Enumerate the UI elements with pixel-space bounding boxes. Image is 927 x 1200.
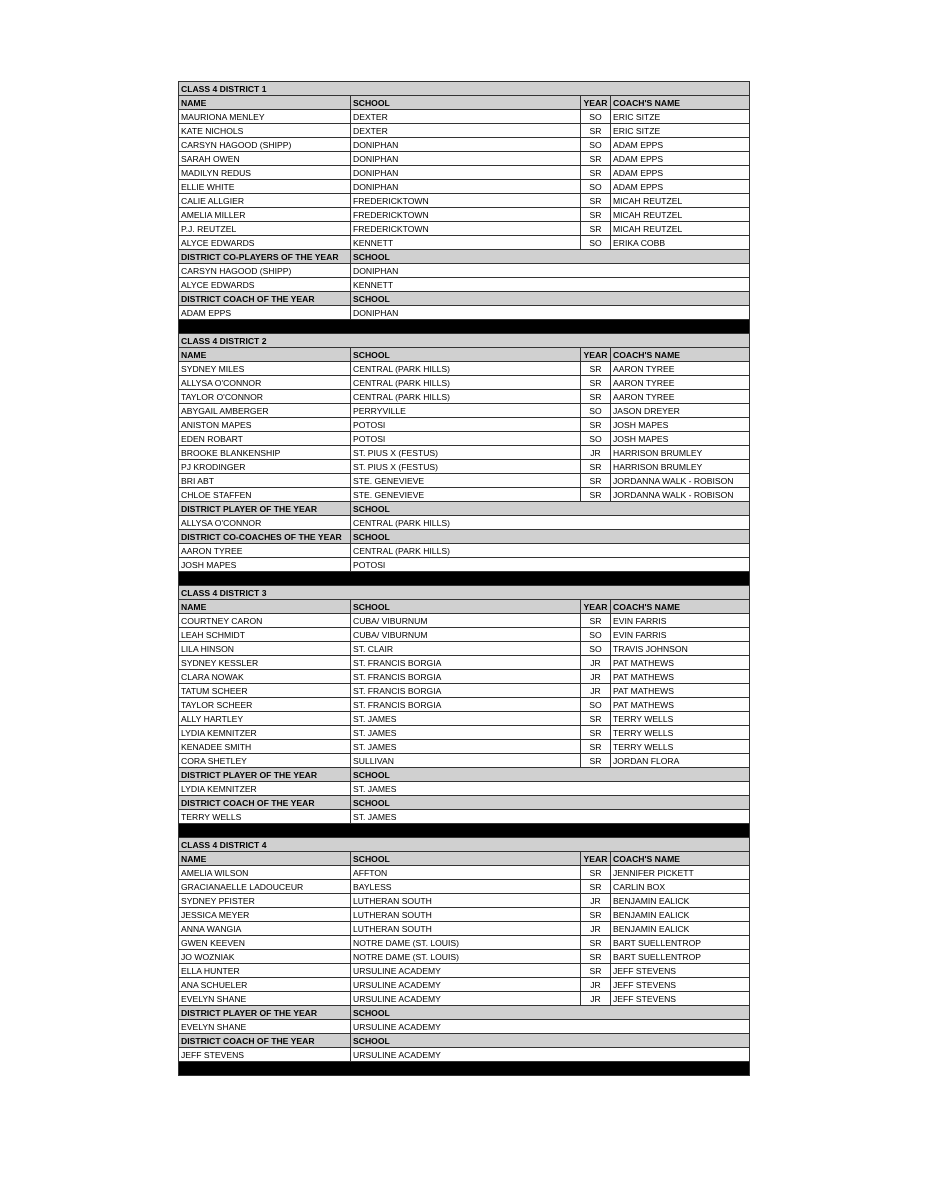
player-name: P.J. REUTZEL — [179, 222, 351, 236]
player-year: JR — [581, 684, 611, 698]
player-year: SR — [581, 418, 611, 432]
player-school: ST. PIUS X (FESTUS) — [351, 460, 581, 474]
player-row — [179, 376, 750, 390]
player-name: LEAH SCHMIDT — [179, 628, 351, 642]
player-year: SR — [581, 152, 611, 166]
award-recipient: JEFF STEVENS — [179, 1048, 351, 1062]
player-name: ALLY HARTLEY — [179, 712, 351, 726]
player-row — [179, 740, 750, 754]
player-coach: JEFF STEVENS — [611, 978, 750, 992]
name-column-header: NAME — [179, 600, 351, 614]
player-school: LUTHERAN SOUTH — [351, 908, 581, 922]
player-coach: ERIC SITZE — [611, 124, 750, 138]
school-column-header: SCHOOL — [351, 852, 581, 866]
year-column-header: YEAR — [581, 600, 611, 614]
award-header-row — [179, 768, 750, 782]
player-year: SR — [581, 908, 611, 922]
player-row — [179, 950, 750, 964]
player-year: SR — [581, 880, 611, 894]
player-row — [179, 152, 750, 166]
player-year: SR — [581, 376, 611, 390]
award-row — [179, 544, 750, 558]
player-coach: JORDAN FLORA — [611, 754, 750, 768]
player-year: SR — [581, 740, 611, 754]
player-school: POTOSI — [351, 418, 581, 432]
player-year: SR — [581, 866, 611, 880]
award-label: DISTRICT PLAYER OF THE YEAR — [179, 768, 351, 782]
player-year: SR — [581, 936, 611, 950]
player-coach: MICAH REUTZEL — [611, 194, 750, 208]
player-row — [179, 166, 750, 180]
player-year: SO — [581, 642, 611, 656]
player-row — [179, 894, 750, 908]
player-year: SR — [581, 712, 611, 726]
district-title: CLASS 4 DISTRICT 3 — [179, 586, 750, 600]
player-school: ST. JAMES — [351, 726, 581, 740]
player-school: CENTRAL (PARK HILLS) — [351, 376, 581, 390]
year-column-header: YEAR — [581, 348, 611, 362]
player-row — [179, 180, 750, 194]
player-name: KENADEE SMITH — [179, 740, 351, 754]
player-row — [179, 474, 750, 488]
player-row — [179, 124, 750, 138]
player-row — [179, 432, 750, 446]
player-coach: TRAVIS JOHNSON — [611, 642, 750, 656]
player-year: SR — [581, 726, 611, 740]
player-school: ST. CLAIR — [351, 642, 581, 656]
player-school: KENNETT — [351, 236, 581, 250]
award-recipient-school: DONIPHAN — [351, 306, 750, 320]
player-name: SYDNEY MILES — [179, 362, 351, 376]
award-label: DISTRICT PLAYER OF THE YEAR — [179, 1006, 351, 1020]
player-name: GRACIANAELLE LADOUCEUR — [179, 880, 351, 894]
player-name: EDEN ROBART — [179, 432, 351, 446]
award-recipient-school: ST. JAMES — [351, 782, 750, 796]
player-year: SR — [581, 194, 611, 208]
player-year: SO — [581, 404, 611, 418]
player-name: SYDNEY PFISTER — [179, 894, 351, 908]
column-header-row — [179, 348, 750, 362]
player-school: CUBA/ VIBURNUM — [351, 614, 581, 628]
player-name: CALIE ALLGIER — [179, 194, 351, 208]
player-school: PERRYVILLE — [351, 404, 581, 418]
separator-bar — [179, 320, 750, 334]
player-row — [179, 614, 750, 628]
district-title: CLASS 4 DISTRICT 1 — [179, 82, 750, 96]
award-header-row — [179, 530, 750, 544]
player-coach: ERIC SITZE — [611, 110, 750, 124]
player-year: SR — [581, 614, 611, 628]
player-year: JR — [581, 894, 611, 908]
player-school: ST. FRANCIS BORGIA — [351, 698, 581, 712]
player-row — [179, 138, 750, 152]
award-school-header: SCHOOL — [351, 292, 750, 306]
name-column-header: NAME — [179, 96, 351, 110]
award-recipient-school: KENNETT — [351, 278, 750, 292]
player-year: SO — [581, 698, 611, 712]
award-label: DISTRICT COACH OF THE YEAR — [179, 292, 351, 306]
player-year: SR — [581, 488, 611, 502]
year-column-header: YEAR — [581, 852, 611, 866]
player-name: ANISTON MAPES — [179, 418, 351, 432]
player-coach: PAT MATHEWS — [611, 684, 750, 698]
player-name: ELLA HUNTER — [179, 964, 351, 978]
award-header-row — [179, 502, 750, 516]
player-school: FREDERICKTOWN — [351, 194, 581, 208]
player-coach: JEFF STEVENS — [611, 964, 750, 978]
award-header-row — [179, 1034, 750, 1048]
player-coach: PAT MATHEWS — [611, 670, 750, 684]
player-name: ALYCE EDWARDS — [179, 236, 351, 250]
player-name: ANNA WANGIA — [179, 922, 351, 936]
award-school-header: SCHOOL — [351, 502, 750, 516]
player-row — [179, 404, 750, 418]
player-school: LUTHERAN SOUTH — [351, 922, 581, 936]
player-school: ST. FRANCIS BORGIA — [351, 670, 581, 684]
award-label: DISTRICT CO-PLAYERS OF THE YEAR — [179, 250, 351, 264]
player-coach: ADAM EPPS — [611, 180, 750, 194]
player-school: CENTRAL (PARK HILLS) — [351, 362, 581, 376]
award-row — [179, 782, 750, 796]
player-school: URSULINE ACADEMY — [351, 964, 581, 978]
award-recipient-school: URSULINE ACADEMY — [351, 1048, 750, 1062]
player-row — [179, 908, 750, 922]
player-name: CHLOE STAFFEN — [179, 488, 351, 502]
player-name: MAURIONA MENLEY — [179, 110, 351, 124]
player-row — [179, 110, 750, 124]
player-year: SR — [581, 950, 611, 964]
player-school: ST. JAMES — [351, 712, 581, 726]
player-school: FREDERICKTOWN — [351, 208, 581, 222]
player-school: BAYLESS — [351, 880, 581, 894]
player-coach: AARON TYREE — [611, 376, 750, 390]
award-row — [179, 1020, 750, 1034]
player-year: SO — [581, 180, 611, 194]
player-name: SYDNEY KESSLER — [179, 656, 351, 670]
player-school: DONIPHAN — [351, 166, 581, 180]
player-school: DONIPHAN — [351, 152, 581, 166]
column-header-row — [179, 96, 750, 110]
player-coach: CARLIN BOX — [611, 880, 750, 894]
award-school-header: SCHOOL — [351, 768, 750, 782]
award-school-header: SCHOOL — [351, 250, 750, 264]
award-label: DISTRICT COACH OF THE YEAR — [179, 1034, 351, 1048]
award-recipient: ALLYSA O'CONNOR — [179, 516, 351, 530]
player-school: DONIPHAN — [351, 138, 581, 152]
player-school: SULLIVAN — [351, 754, 581, 768]
award-recipient: ADAM EPPS — [179, 306, 351, 320]
player-coach: HARRISON BRUMLEY — [611, 446, 750, 460]
player-year: SR — [581, 460, 611, 474]
player-coach: MICAH REUTZEL — [611, 222, 750, 236]
award-recipient-school: DONIPHAN — [351, 264, 750, 278]
player-year: SR — [581, 474, 611, 488]
player-name: JESSICA MEYER — [179, 908, 351, 922]
player-name: COURTNEY CARON — [179, 614, 351, 628]
player-school: ST. FRANCIS BORGIA — [351, 656, 581, 670]
player-year: JR — [581, 656, 611, 670]
coach-column-header: COACH'S NAME — [611, 96, 750, 110]
district-title-row — [179, 586, 750, 600]
player-row — [179, 992, 750, 1006]
coach-column-header: COACH'S NAME — [611, 600, 750, 614]
player-school: DEXTER — [351, 110, 581, 124]
player-coach: BENJAMIN EALICK — [611, 922, 750, 936]
player-coach: BART SUELLENTROP — [611, 936, 750, 950]
separator-bar — [179, 1062, 750, 1076]
district-separator — [179, 572, 750, 586]
player-coach: TERRY WELLS — [611, 712, 750, 726]
player-school: ST. JAMES — [351, 740, 581, 754]
player-coach: EVIN FARRIS — [611, 628, 750, 642]
player-row — [179, 362, 750, 376]
district-separator — [179, 824, 750, 838]
player-row — [179, 936, 750, 950]
player-name: BROOKE BLANKENSHIP — [179, 446, 351, 460]
award-label: DISTRICT COACH OF THE YEAR — [179, 796, 351, 810]
player-name: CARSYN HAGOOD (SHIPP) — [179, 138, 351, 152]
player-coach: BENJAMIN EALICK — [611, 894, 750, 908]
player-coach: HARRISON BRUMLEY — [611, 460, 750, 474]
player-coach: PAT MATHEWS — [611, 656, 750, 670]
player-row — [179, 726, 750, 740]
player-year: SR — [581, 362, 611, 376]
district-title-row — [179, 82, 750, 96]
player-row — [179, 446, 750, 460]
player-row — [179, 880, 750, 894]
player-school: URSULINE ACADEMY — [351, 992, 581, 1006]
district-separator — [179, 320, 750, 334]
player-year: SR — [581, 222, 611, 236]
award-row — [179, 1048, 750, 1062]
player-row — [179, 684, 750, 698]
award-recipient: AARON TYREE — [179, 544, 351, 558]
player-year: SO — [581, 432, 611, 446]
player-year: JR — [581, 670, 611, 684]
player-school: CUBA/ VIBURNUM — [351, 628, 581, 642]
award-recipient: ALYCE EDWARDS — [179, 278, 351, 292]
award-header-row — [179, 250, 750, 264]
award-recipient-school: URSULINE ACADEMY — [351, 1020, 750, 1034]
player-coach: AARON TYREE — [611, 362, 750, 376]
district-title: CLASS 4 DISTRICT 2 — [179, 334, 750, 348]
player-school: URSULINE ACADEMY — [351, 978, 581, 992]
district-separator — [179, 1062, 750, 1076]
player-row — [179, 222, 750, 236]
player-row — [179, 390, 750, 404]
award-recipient: TERRY WELLS — [179, 810, 351, 824]
award-school-header: SCHOOL — [351, 1034, 750, 1048]
player-coach: JENNIFER PICKETT — [611, 866, 750, 880]
award-label: DISTRICT PLAYER OF THE YEAR — [179, 502, 351, 516]
player-coach: TERRY WELLS — [611, 726, 750, 740]
player-row — [179, 656, 750, 670]
player-year: SR — [581, 390, 611, 404]
player-row — [179, 208, 750, 222]
player-school: DEXTER — [351, 124, 581, 138]
player-year: JR — [581, 978, 611, 992]
player-school: ST. PIUS X (FESTUS) — [351, 446, 581, 460]
award-header-row — [179, 1006, 750, 1020]
player-name: ABYGAIL AMBERGER — [179, 404, 351, 418]
school-column-header: SCHOOL — [351, 348, 581, 362]
player-coach: JORDANNA WALK - ROBISON — [611, 474, 750, 488]
player-row — [179, 712, 750, 726]
player-coach: BENJAMIN EALICK — [611, 908, 750, 922]
player-name: TAYLOR O'CONNOR — [179, 390, 351, 404]
player-name: LYDIA KEMNITZER — [179, 726, 351, 740]
award-school-header: SCHOOL — [351, 1006, 750, 1020]
player-name: TAYLOR SCHEER — [179, 698, 351, 712]
player-row — [179, 698, 750, 712]
award-row — [179, 516, 750, 530]
player-year: SR — [581, 964, 611, 978]
player-row — [179, 670, 750, 684]
school-column-header: SCHOOL — [351, 96, 581, 110]
award-row — [179, 306, 750, 320]
player-year: JR — [581, 922, 611, 936]
all-district-table — [178, 81, 750, 1076]
player-name: BRI ABT — [179, 474, 351, 488]
player-school: CENTRAL (PARK HILLS) — [351, 390, 581, 404]
player-row — [179, 754, 750, 768]
player-year: JR — [581, 992, 611, 1006]
player-name: SARAH OWEN — [179, 152, 351, 166]
award-row — [179, 810, 750, 824]
award-recipient-school: CENTRAL (PARK HILLS) — [351, 516, 750, 530]
player-row — [179, 236, 750, 250]
player-year: SR — [581, 166, 611, 180]
player-row — [179, 922, 750, 936]
player-school: ST. FRANCIS BORGIA — [351, 684, 581, 698]
player-row — [179, 418, 750, 432]
player-name: ANA SCHUELER — [179, 978, 351, 992]
player-coach: JEFF STEVENS — [611, 992, 750, 1006]
player-school: FREDERICKTOWN — [351, 222, 581, 236]
award-recipient-school: CENTRAL (PARK HILLS) — [351, 544, 750, 558]
coach-column-header: COACH'S NAME — [611, 348, 750, 362]
player-name: AMELIA WILSON — [179, 866, 351, 880]
player-coach: ADAM EPPS — [611, 152, 750, 166]
player-coach: AARON TYREE — [611, 390, 750, 404]
player-coach: BART SUELLENTROP — [611, 950, 750, 964]
player-name: TATUM SCHEER — [179, 684, 351, 698]
district-title-row — [179, 334, 750, 348]
player-year: JR — [581, 446, 611, 460]
player-name: ELLIE WHITE — [179, 180, 351, 194]
player-name: PJ KRODINGER — [179, 460, 351, 474]
player-coach: JORDANNA WALK - ROBISON — [611, 488, 750, 502]
player-row — [179, 194, 750, 208]
player-school: DONIPHAN — [351, 180, 581, 194]
award-header-row — [179, 292, 750, 306]
coach-column-header: COACH'S NAME — [611, 852, 750, 866]
player-year: SO — [581, 110, 611, 124]
player-school: STE. GENEVIEVE — [351, 474, 581, 488]
player-name: JO WOZNIAK — [179, 950, 351, 964]
player-row — [179, 978, 750, 992]
column-header-row — [179, 600, 750, 614]
name-column-header: NAME — [179, 852, 351, 866]
player-year: SO — [581, 138, 611, 152]
district-title: CLASS 4 DISTRICT 4 — [179, 838, 750, 852]
player-school: AFFTON — [351, 866, 581, 880]
player-coach: JASON DREYER — [611, 404, 750, 418]
player-row — [179, 964, 750, 978]
player-name: KATE NICHOLS — [179, 124, 351, 138]
district-title-row — [179, 838, 750, 852]
player-row — [179, 866, 750, 880]
column-header-row — [179, 852, 750, 866]
award-row — [179, 558, 750, 572]
player-year: SR — [581, 754, 611, 768]
name-column-header: NAME — [179, 348, 351, 362]
player-year: SR — [581, 124, 611, 138]
award-row — [179, 264, 750, 278]
player-coach: JOSH MAPES — [611, 418, 750, 432]
player-coach: ERIKA COBB — [611, 236, 750, 250]
player-school: LUTHERAN SOUTH — [351, 894, 581, 908]
player-row — [179, 488, 750, 502]
school-column-header: SCHOOL — [351, 600, 581, 614]
player-name: CLARA NOWAK — [179, 670, 351, 684]
award-row — [179, 278, 750, 292]
player-year: SO — [581, 628, 611, 642]
player-school: POTOSI — [351, 432, 581, 446]
player-name: LILA HINSON — [179, 642, 351, 656]
player-name: ALLYSA O'CONNOR — [179, 376, 351, 390]
award-recipient-school: POTOSI — [351, 558, 750, 572]
award-header-row — [179, 796, 750, 810]
player-coach: ADAM EPPS — [611, 166, 750, 180]
award-label: DISTRICT CO-COACHES OF THE YEAR — [179, 530, 351, 544]
player-row — [179, 628, 750, 642]
player-coach: MICAH REUTZEL — [611, 208, 750, 222]
player-school: NOTRE DAME (ST. LOUIS) — [351, 950, 581, 964]
separator-bar — [179, 572, 750, 586]
player-school: STE. GENEVIEVE — [351, 488, 581, 502]
player-name: EVELYN SHANE — [179, 992, 351, 1006]
player-coach: PAT MATHEWS — [611, 698, 750, 712]
player-coach: JOSH MAPES — [611, 432, 750, 446]
player-row — [179, 460, 750, 474]
player-coach: ADAM EPPS — [611, 138, 750, 152]
award-recipient: LYDIA KEMNITZER — [179, 782, 351, 796]
separator-bar — [179, 824, 750, 838]
award-recipient: CARSYN HAGOOD (SHIPP) — [179, 264, 351, 278]
player-coach: TERRY WELLS — [611, 740, 750, 754]
player-school: NOTRE DAME (ST. LOUIS) — [351, 936, 581, 950]
player-name: GWEN KEEVEN — [179, 936, 351, 950]
award-recipient: EVELYN SHANE — [179, 1020, 351, 1034]
player-row — [179, 642, 750, 656]
player-year: SO — [581, 236, 611, 250]
player-name: AMELIA MILLER — [179, 208, 351, 222]
award-recipient: JOSH MAPES — [179, 558, 351, 572]
award-recipient-school: ST. JAMES — [351, 810, 750, 824]
player-name: MADILYN REDUS — [179, 166, 351, 180]
player-name: CORA SHETLEY — [179, 754, 351, 768]
player-year: SR — [581, 208, 611, 222]
year-column-header: YEAR — [581, 96, 611, 110]
award-school-header: SCHOOL — [351, 796, 750, 810]
award-school-header: SCHOOL — [351, 530, 750, 544]
player-coach: EVIN FARRIS — [611, 614, 750, 628]
